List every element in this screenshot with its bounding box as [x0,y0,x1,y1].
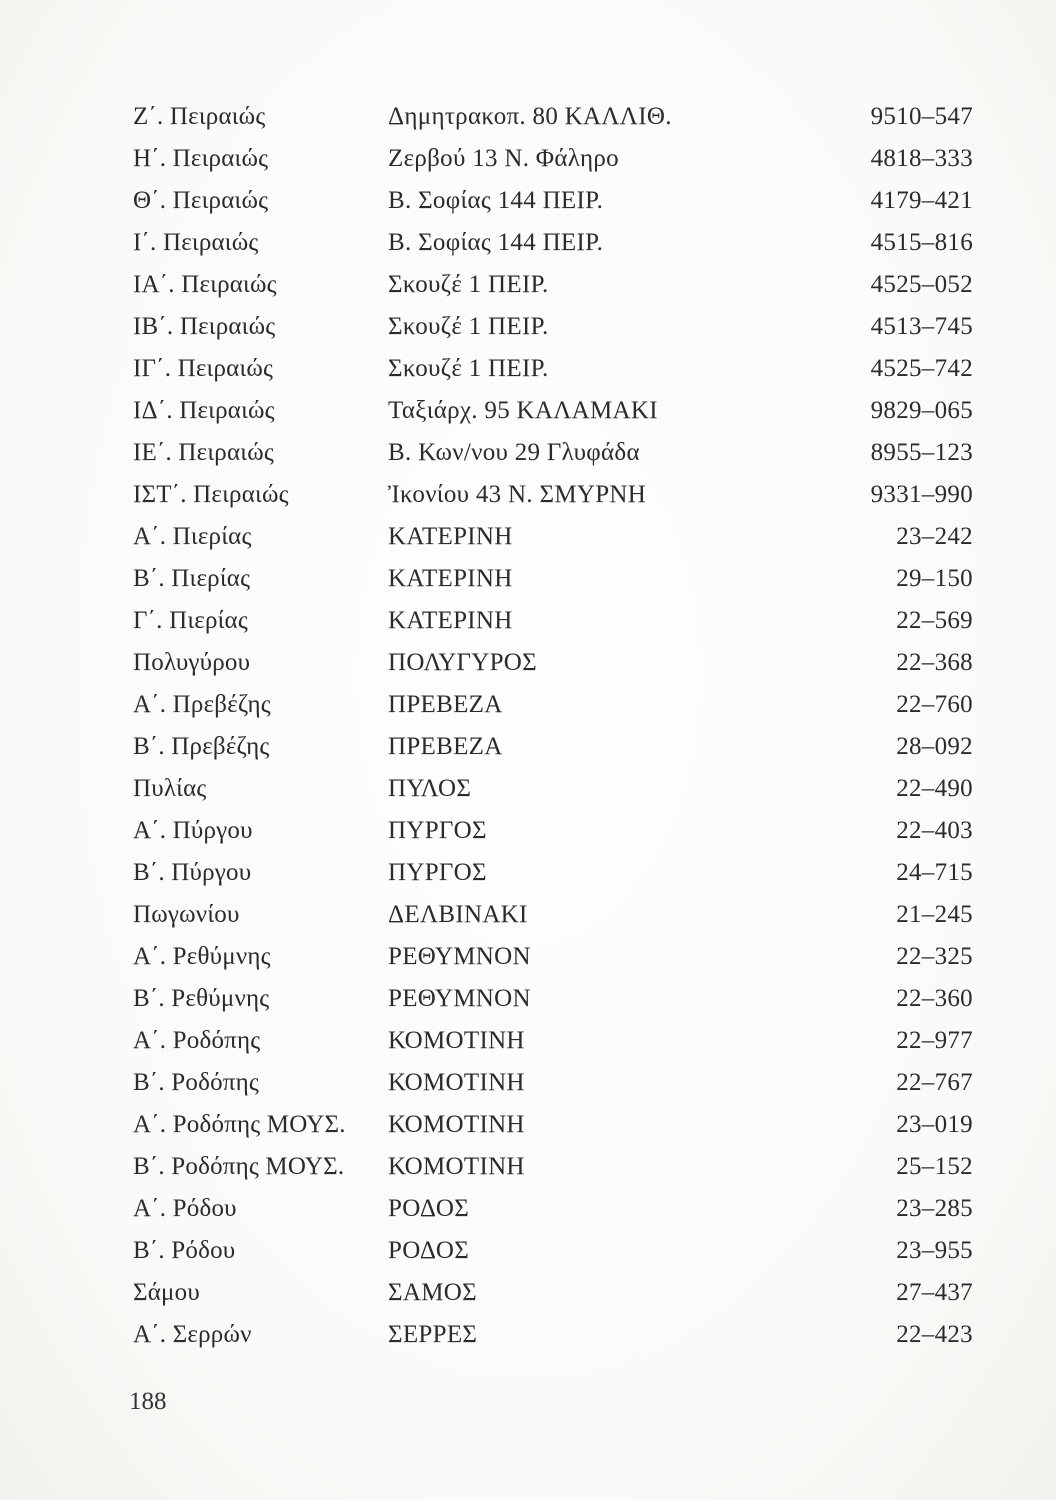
office-phone: 27–437 [896,1279,973,1306]
office-phone: 23–285 [896,1195,973,1222]
office-name: Β΄. Ροδόπης [133,1069,259,1096]
table-row [133,558,983,600]
office-phone: 28–092 [896,733,973,760]
office-address: ΣΕΡΡΕΣ [388,1321,478,1348]
office-address: Β. Κων/νου 29 Γλυφάδα [388,439,640,466]
office-name: ΙΣΤ΄. Πειραιώς [133,481,289,508]
office-address: Β. Σοφίας 144 ΠΕΙΡ. [388,187,604,214]
office-name: Θ΄. Πειραιώς [133,187,269,214]
office-name: Α΄. Σερρών [133,1321,252,1348]
table-row [133,180,983,222]
table-row [133,642,983,684]
table-row [133,1104,983,1146]
table-row [133,1146,983,1188]
office-name: Γ΄. Πιερίας [133,607,248,634]
table-row [133,1188,983,1230]
office-name: ΙΓ΄. Πειραιώς [133,355,274,382]
office-phone: 4525–052 [870,271,973,298]
office-phone: 29–150 [896,565,973,592]
table-row [133,1314,983,1356]
office-address: ΚΑΤΕΡΙΝΗ [388,523,513,550]
office-phone: 22–569 [896,607,973,634]
table-row [133,768,983,810]
office-name: Β΄. Ροδόπης ΜΟΥΣ. [133,1153,345,1180]
office-phone: 4179–421 [870,187,973,214]
office-phone: 22–368 [896,649,973,676]
office-address: ΚΟΜΟΤΙΝΗ [388,1069,525,1096]
office-address: ΡΟΔΟΣ [388,1237,470,1264]
table-row [133,1272,983,1314]
table-row [133,600,983,642]
office-phone: 22–977 [896,1027,973,1054]
office-phone: 4513–745 [870,313,973,340]
office-address: Ταξιάρχ. 95 ΚΑΛΑΜΑΚΙ [388,397,658,424]
office-phone: 4525–742 [870,355,973,382]
table-row [133,348,983,390]
office-phone: 9829–065 [870,397,973,424]
office-name: Α΄. Πρεβέζης [133,691,271,718]
table-row [133,222,983,264]
office-name: Β΄. Πύργου [133,859,252,886]
office-name: Α΄. Πύργου [133,817,253,844]
office-name: Σάμου [133,1279,200,1306]
office-name: Πωγωνίου [133,901,240,928]
office-name: ΙΕ΄. Πειραιώς [133,439,274,466]
office-address: Σκουζέ 1 ΠΕΙΡ. [388,355,549,382]
office-phone: 25–152 [896,1153,973,1180]
office-address: ΠΡΕΒΕΖΑ [388,691,503,718]
table-row [133,978,983,1020]
office-phone: 22–767 [896,1069,973,1096]
office-name: ΙΑ΄. Πειραιώς [133,271,277,298]
office-name: ΙΒ΄. Πειραιώς [133,313,276,340]
office-name: Β΄. Πρεβέζης [133,733,270,760]
table-row [133,852,983,894]
office-phone: 8955–123 [870,439,973,466]
office-name: Ι΄. Πειραιώς [133,229,259,256]
office-address: ΠΥΛΟΣ [388,775,472,802]
table-row [133,936,983,978]
office-name: Ζ΄. Πειραιώς [133,103,266,130]
table-row [133,474,983,516]
office-address: ΚΟΜΟΤΙΝΗ [388,1153,525,1180]
office-address: ΡΕΘΥΜΝΟΝ [388,985,531,1012]
office-phone: 23–019 [896,1111,973,1138]
table-row [133,810,983,852]
office-phone: 9510–547 [870,103,973,130]
office-name: Πολυγύρου [133,649,251,676]
office-address: Δημητρακοπ. 80 ΚΑΛΛΙΘ. [388,103,672,130]
office-address: ΡΟΔΟΣ [388,1195,470,1222]
office-address: ΠΥΡΓΟΣ [388,859,487,886]
office-phone: 22–325 [896,943,973,970]
table-row [133,894,983,936]
office-phone: 22–490 [896,775,973,802]
office-address: Σκουζέ 1 ΠΕΙΡ. [388,313,549,340]
office-name: Α΄. Ρόδου [133,1195,237,1222]
office-name: Β΄. Ρεθύμνης [133,985,270,1012]
office-address: ΚΟΜΟΤΙΝΗ [388,1027,525,1054]
office-name: Η΄. Πειραιώς [133,145,269,172]
office-phone: 22–423 [896,1321,973,1348]
office-address: ΚΟΜΟΤΙΝΗ [388,1111,525,1138]
table-row [133,1020,983,1062]
office-phone: 22–760 [896,691,973,718]
page-number: 188 [129,1388,167,1415]
office-address: Ζερβού 13 Ν. Φάληρο [388,145,619,172]
office-name: Πυλίας [133,775,207,802]
table-row [133,726,983,768]
office-name: Α΄. Ροδόπης [133,1027,261,1054]
office-phone: 23–955 [896,1237,973,1264]
office-address: Β. Σοφίας 144 ΠΕΙΡ. [388,229,604,256]
table-row [133,306,983,348]
office-phone: 24–715 [896,859,973,886]
office-phone: 9331–990 [870,481,973,508]
tax-office-directory [133,96,983,1356]
office-phone: 4818–333 [870,145,973,172]
office-address: ΣΑΜΟΣ [388,1279,477,1306]
table-row [133,1062,983,1104]
office-address: Σκουζέ 1 ΠΕΙΡ. [388,271,549,298]
office-address: ΠΟΛΥΓΥΡΟΣ [388,649,538,676]
office-name: ΙΔ΄. Πειραιώς [133,397,275,424]
table-row [133,390,983,432]
office-name: Α΄. Ροδόπης ΜΟΥΣ. [133,1111,346,1138]
office-address: ΚΑΤΕΡΙΝΗ [388,607,513,634]
office-name: Α΄. Ρεθύμνης [133,943,271,970]
office-address: ΠΥΡΓΟΣ [388,817,487,844]
table-row [133,432,983,474]
office-address: ΔΕΛΒΙΝΑΚΙ [388,901,528,928]
table-row [133,684,983,726]
office-address: ΠΡΕΒΕΖΑ [388,733,503,760]
office-phone: 22–403 [896,817,973,844]
office-phone: 21–245 [896,901,973,928]
table-row [133,264,983,306]
table-row [133,1230,983,1272]
table-row [133,138,983,180]
office-name: Β΄. Πιερίας [133,565,251,592]
table-row [133,516,983,558]
table-row [133,96,983,138]
office-name: Α΄. Πιερίας [133,523,252,550]
office-phone: 22–360 [896,985,973,1012]
office-address: ΡΕΘΥΜΝΟΝ [388,943,531,970]
office-name: Β΄. Ρόδου [133,1237,236,1264]
office-address: ΚΑΤΕΡΙΝΗ [388,565,513,592]
office-address: Ἰκονίου 43 Ν. ΣΜΥΡΝΗ [388,481,647,508]
office-phone: 23–242 [896,523,973,550]
office-phone: 4515–816 [870,229,973,256]
